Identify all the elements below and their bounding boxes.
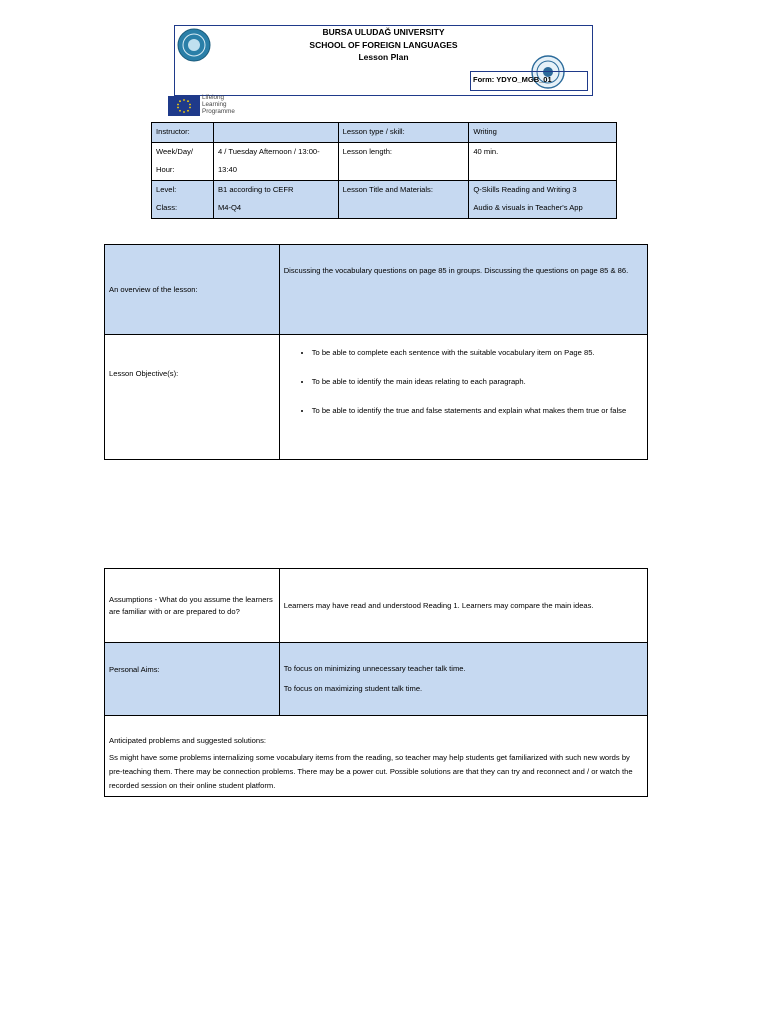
assumptions-text: Learners may have read and understood Reading 1. Learners may compare the main ideas.: [279, 569, 647, 643]
problems-cell: [105, 716, 648, 797]
form-code: Form: YDYO_MGB_01: [470, 71, 588, 91]
title-label: Lesson Title and Materials:: [338, 181, 469, 219]
title-value: [469, 181, 617, 219]
class-label: Class:: [156, 203, 178, 212]
level-value: B1 according to CEFR: [217, 185, 294, 194]
document-title: Lesson Plan: [358, 52, 409, 62]
assumptions-label: Assumptions - What do you assume the learners are familiar with or are prepared to do?: [105, 569, 280, 643]
overview-table: [104, 244, 648, 460]
llp-line: Programme: [202, 107, 235, 115]
llp-line: Learning: [202, 100, 227, 108]
planning-table: [104, 568, 648, 797]
objectives-list: [284, 343, 643, 420]
personal-aims-cell: [279, 643, 647, 716]
objective-item: • To be able to identify the main ideas relating to each paragraph.: [312, 372, 643, 391]
objectives-label: Lesson Objective(s):: [105, 335, 280, 460]
level-class-value: [213, 181, 338, 219]
personal-aim-line: To focus on maximizing student talk time.: [283, 684, 423, 693]
objective-item: • To be able to identify the true and false statements and explain what makes them true or false: [312, 401, 643, 420]
overview-label: An overview of the lesson:: [105, 245, 280, 335]
level-class-label: [152, 181, 214, 219]
llp-label: [202, 95, 235, 115]
instructor-value: [213, 123, 338, 143]
problems-label: Anticipated problems and suggested solutions:: [109, 736, 267, 745]
llp-line: Lifelong: [202, 94, 225, 101]
lesson-info-table: [151, 122, 617, 219]
personal-aims-label: Personal Aims:: [105, 643, 280, 716]
objectives-cell: [279, 335, 647, 460]
university-name: BURSA ULUDAĞ UNIVERSITY: [322, 27, 445, 37]
skill-value: Writing: [469, 123, 617, 143]
length-label: Lesson length:: [338, 143, 469, 181]
problems-text: Ss might have some problems internalizing some vocabulary items from the reading, so teacher may help students get familiarized with such new words by pre-teaching them. There may be connection problems. There may be a power cut. Possible solutions are that they can try and reconnect and / or watch the recorded session on their online student platform.: [109, 753, 633, 790]
instructor-label: Instructor:: [152, 123, 214, 143]
week-label: Week/Day/ Hour:: [152, 143, 214, 181]
week-value: 4 / Tuesday Afternoon / 13:00-13:40: [213, 143, 338, 181]
length-value: 40 min.: [469, 143, 617, 181]
class-value: M4-Q4: [217, 203, 242, 212]
title-value-line: Q-Skills Reading and Writing 3: [473, 185, 577, 194]
school-name: SCHOOL OF FOREIGN LANGUAGES: [309, 39, 458, 50]
objective-item: • To be able to complete each sentence with the suitable vocabulary item on Page 85.: [312, 343, 643, 362]
eu-flag-icon: [168, 96, 200, 116]
skill-label: Lesson type / skill:: [338, 123, 469, 143]
level-label: Level:: [156, 185, 177, 194]
title-value-line: Audio & visuals in Teacher's App: [473, 203, 583, 212]
personal-aim-line: To focus on minimizing unnecessary teacher talk time.: [283, 664, 466, 673]
overview-text: Discussing the vocabulary questions on page 85 in groups. Discussing the questions on page 85 & 86.: [279, 245, 647, 335]
